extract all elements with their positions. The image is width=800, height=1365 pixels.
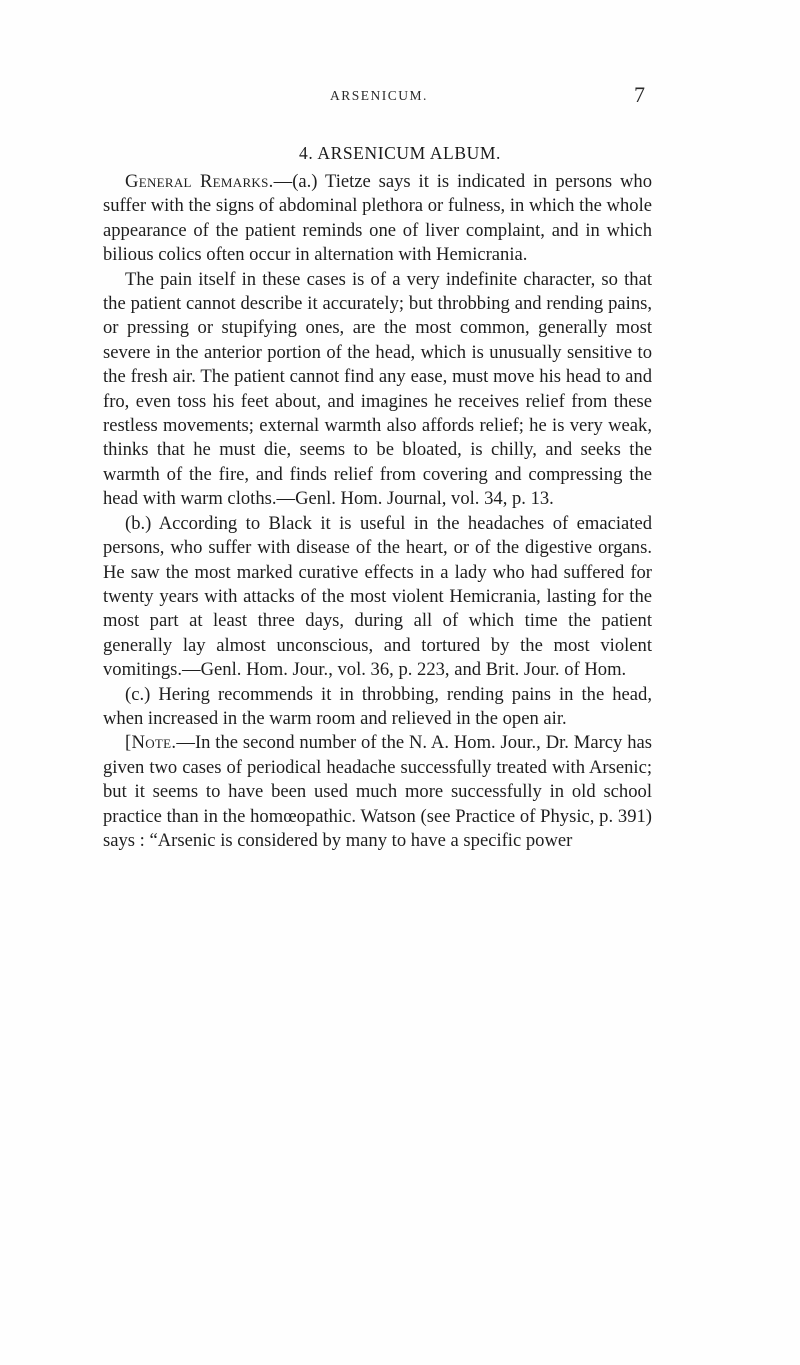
paragraph-general-remarks [103,170,652,268]
page-number: 7 [634,82,645,107]
section-heading: 4. ARSENICUM ALBUM. [299,143,501,163]
paragraph-black: (b.) According to Black it is useful in the headaches of emaciated persons, who suffer with disease of the heart, or of the digestive organs. He saw the most marked curative effects in a lady who had suffered for twenty years with attacks of the most violent Hemicrania, lasting for the most part at least three days, during all of which time the patient generally lay almost unconscious, and tortured by the most violent vomitings.—Genl. Hom. Jour., vol. 36, p. 223, and Brit. Jour. of Hom. [103,512,652,681]
paragraph-lead-general-remarks: General Remarks. [125,171,274,192]
paragraph-pain-description: The pain itself in these cases is of a very indefinite character, so that the patient cannot describe it accurately; but throbbing and rending pains, or pressing or stupifying ones, are the most common, generally most severe in the anterior portion of the head, which is unusually sensitive to the fresh air. The patient cannot find any ease, must move his head to and fro, even toss his feet about, and imagines he receives relief from these restless movements; external warmth also affords relief; he is very weak, thinks that he must die, seems to be bloated, is chilly, and seeks the warmth of the fire, and finds relief from covering and compressing the head with warm cloths.—Genl. Hom. Journal, vol. 34, p. 13. [103,268,652,510]
paragraph-hering: (c.) Hering recommends it in throbbing, rending pains in the head, when increased in the warm room and relieved in the open air. [103,683,652,729]
body-text [103,170,652,853]
paragraph-lead-note: [Note. [125,732,177,754]
running-head [0,82,800,110]
running-title: ARSENICUM. [330,88,428,103]
paragraph-note [103,731,652,853]
paragraph-text-note: —In the second number of the N. A. Hom. Jour., Dr. Marcy has given two cases of periodical headache successfully treated with Arsenic; but it seems to have been used much more successfully in old school practice than in the homœopathic. Watson (see Practice of Physic, p. 391) says : “Arsenic is considered by many to have a specific power [103,732,652,851]
paragraph-text-general-remarks: —(a.) Tietze says it is indicated in persons who suffer with the signs of abdominal plethora or fulness, in which the whole appearance of the patient reminds one of liver complaint, and in which bilious colics often occur in alternation with Hemicrania. [103,171,653,266]
